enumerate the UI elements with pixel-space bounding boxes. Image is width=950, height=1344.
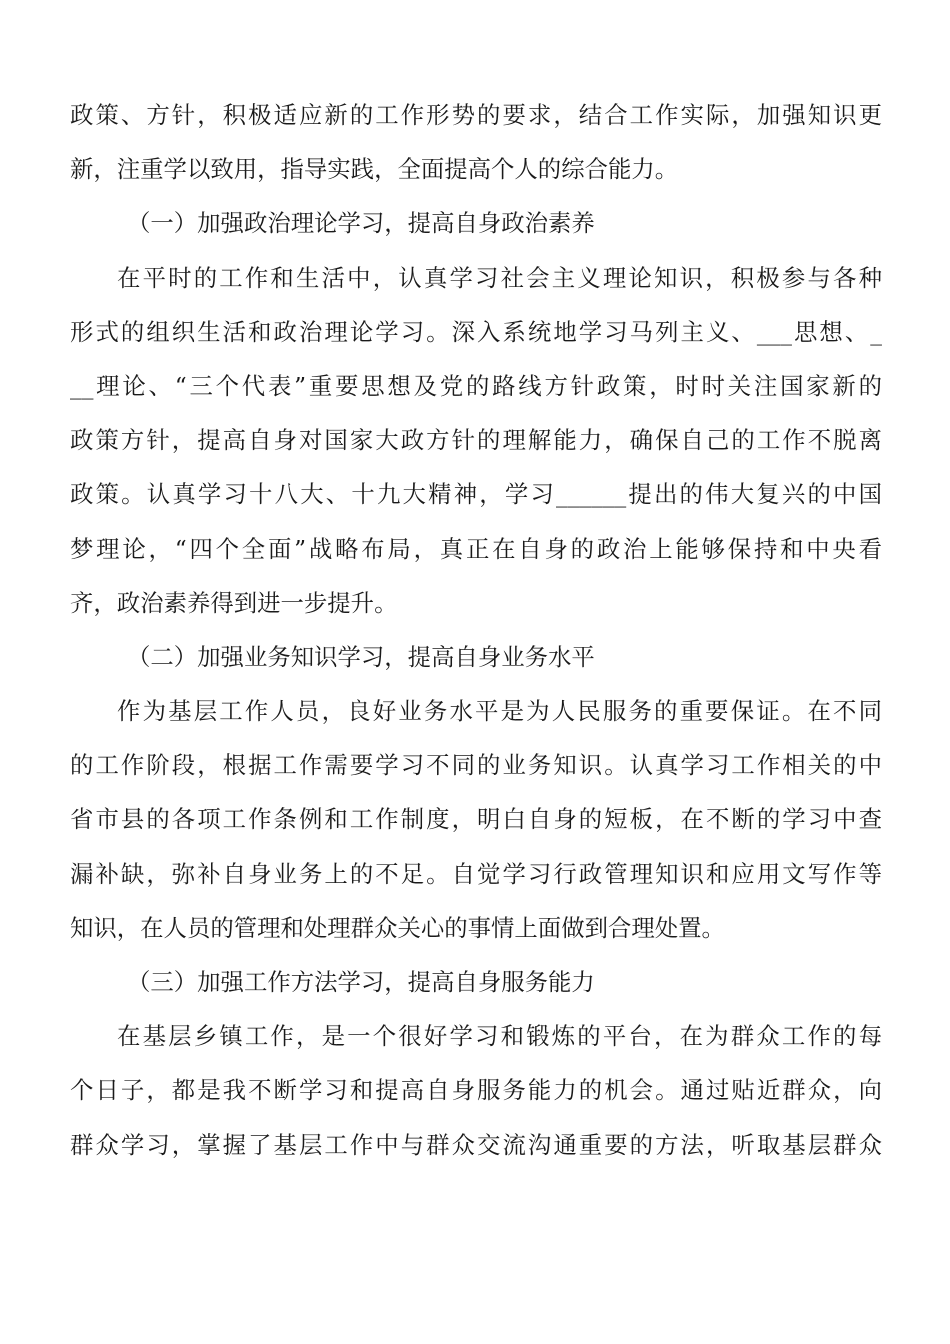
body-text-line: 个日子，都是我不断学习和提高自身服务能力的机会。通过贴近群众，向 [70,1076,882,1105]
document-page [70,88,882,1172]
body-text-line: 梦理论，“四个全面”战略布局，真正在自身的政治上能够保持和中央看 [70,534,882,563]
body-text-line: 群众学习，掌握了基层工作中与群众交流沟通重要的方法，听取基层群众 [70,1130,882,1159]
section-heading: （三）加强工作方法学习，提高自身服务能力 [127,968,595,996]
body-text-line: 知识，在人员的管理和处理群众关心的事情上面做到合理处置。 [70,913,725,942]
paragraph-first-line: 作为基层工作人员，良好业务水平是为人民服务的重要保证。在不同 [117,697,882,726]
section-heading: （二）加强业务知识学习，提高自身业务水平 [127,642,595,671]
section-heading: （一）加强政治理论学习，提高自身政治素养 [127,209,595,238]
body-text-line: 的工作阶段，根据工作需要学习不同的业务知识。认真学习工作相关的中 [70,751,882,780]
body-text-line: 新，注重学以致用，指导实践，全面提高个人的综合能力。 [70,155,679,184]
paragraph-first-line: 在平时的工作和生活中，认真学习社会主义理论知识，积极参与各种 [117,263,882,292]
body-text-line: 省市县的各项工作条例和工作制度，明白自身的短板，在不断的学习中查 [70,805,882,834]
paragraph-first-line: 在基层乡镇工作，是一个很好学习和锻炼的平台，在为群众工作的每 [117,1022,882,1051]
body-text-line: 政策方针，提高自身对国家大政方针的理解能力，确保自己的工作不脱离 [70,426,882,455]
body-text-line: __理论、“三个代表”重要思想及党的路线方针政策，时时关注国家新的 [70,371,882,400]
body-text-line: 齐，政治素养得到进一步提升。 [70,588,398,617]
body-text-line: 政策。认真学习十八大、十九大精神，学习______提出的伟大复兴的中国 [70,480,882,509]
body-text-line: 政策、方针，积极适应新的工作形势的要求，结合工作实际，加强知识更 [70,101,882,129]
body-text-line: 形式的组织生活和政治理论学习。深入系统地学习马列主义、___思想、_ [70,317,882,346]
body-text-line: 漏补缺，弥补自身业务上的不足。自觉学习行政管理知识和应用文写作等 [70,859,882,888]
